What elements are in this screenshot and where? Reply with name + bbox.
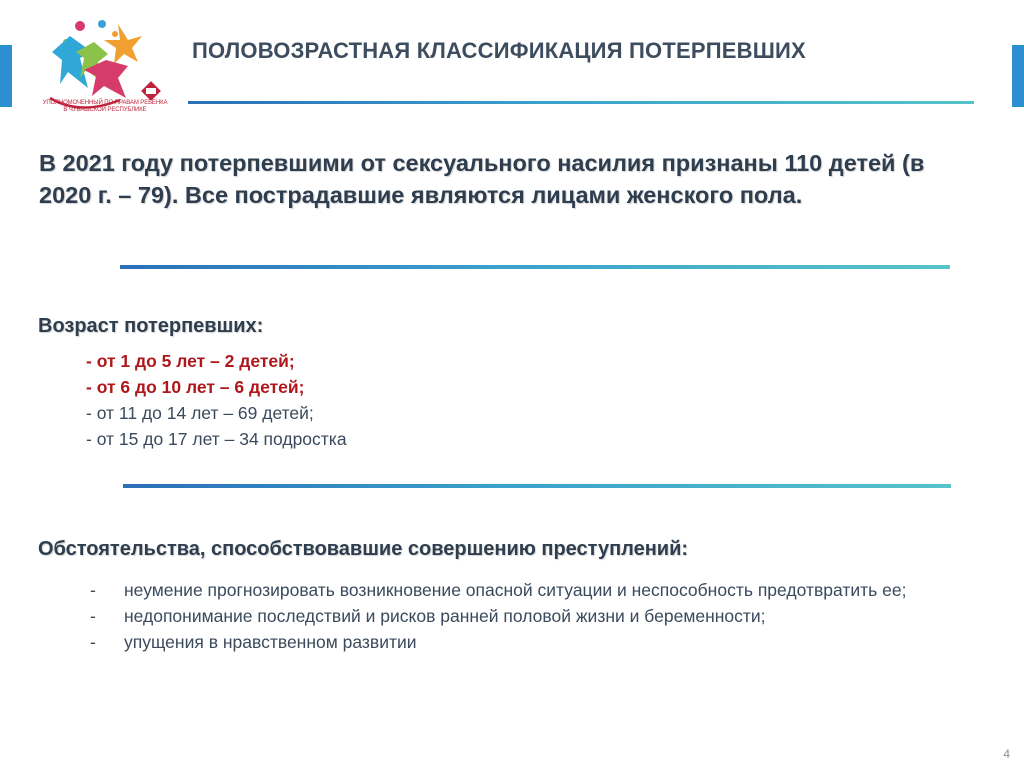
circumstance-item — [88, 629, 988, 655]
circumstance-text: недопонимание последствий и рисков ранней половой жизни и беременности; — [124, 606, 766, 626]
left-edge-bar — [0, 45, 12, 107]
logo-caption: УПОЛНОМОЧЕННЫЙ ПО ПРАВАМ РЕБЕНКА В ЧУВАШСКОЙ РЕСПУБЛИКЕ — [42, 100, 168, 113]
circumstance-item — [88, 603, 988, 629]
age-item: - от 6 до 10 лет – 6 детей; — [86, 377, 305, 397]
age-item: - от 11 до 14 лет – 69 детей; — [86, 403, 314, 423]
section-divider-1 — [120, 265, 950, 269]
age-item: - от 1 до 5 лет – 2 детей; — [86, 351, 295, 371]
page-number: 4 — [1003, 747, 1010, 761]
page-title: ПОЛОВОЗРАСТНАЯ КЛАССИФИКАЦИЯ ПОТЕРПЕВШИХ — [192, 38, 806, 63]
circumstances-list — [88, 577, 988, 655]
age-item: - от 15 до 17 лет – 34 подростка — [86, 429, 347, 449]
bullet-dash: - — [90, 632, 96, 652]
bullet-dash: - — [90, 606, 96, 626]
section-divider-2 — [123, 484, 951, 488]
circumstance-text: упущения в нравственном развитии — [124, 632, 417, 652]
right-edge-bar — [1012, 45, 1024, 107]
circumstances-heading: Обстоятельства, способствовавшие совершению преступлений: — [38, 538, 689, 560]
circumstance-text: неумение прогнозировать возникновение опасной ситуации и неспособность предотвратить ее; — [124, 580, 907, 600]
bullet-dash: - — [90, 580, 96, 600]
title-divider — [188, 101, 974, 104]
age-list — [86, 348, 347, 452]
headline-statement: В 2021 году потерпевшими от сексуального насилия признаны 110 детей (в 2020 г. – 79). Все пострадавшие являются лицами женского пола. — [39, 150, 925, 208]
circumstance-item — [88, 577, 988, 603]
age-heading: Возраст потерпевших: — [38, 315, 264, 337]
